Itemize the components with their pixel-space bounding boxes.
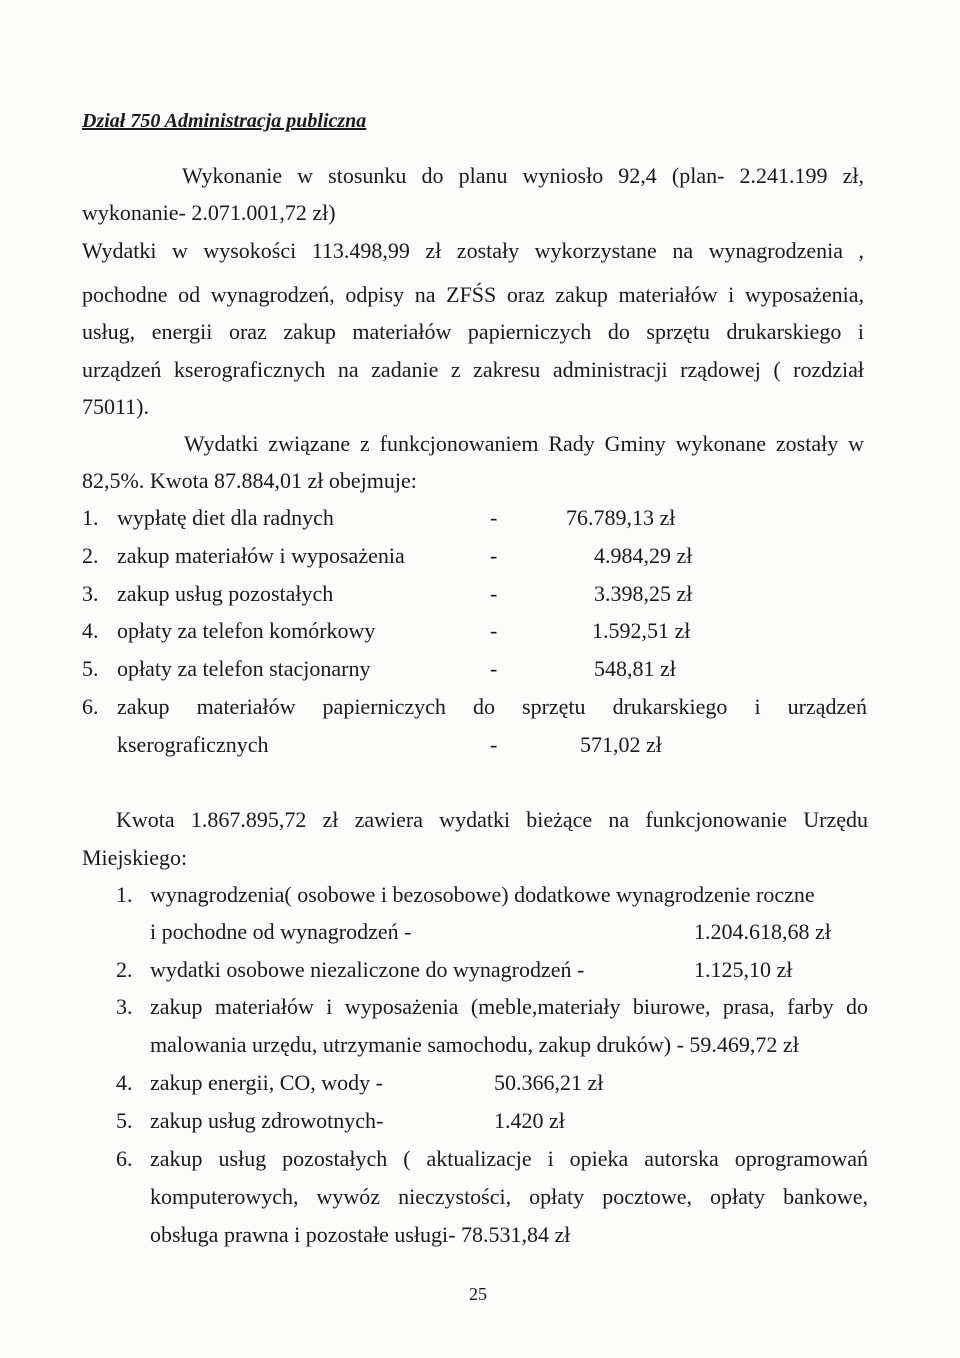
list-item-label: opłaty za telefon komórkowy	[117, 618, 376, 643]
office-paragraph-line2: Miejskiego:	[82, 845, 188, 870]
page-number: 25	[469, 1284, 487, 1304]
list-item-label: zakup usług pozostałych ( aktualizacje i opieka autorska oprogramowań	[150, 1146, 868, 1171]
list-item-dash: -	[490, 543, 498, 568]
expenses-paragraph-line2: pochodne od wynagrodzeń, odpisy na ZFŚS oraz zakup materiałów i wyposażenia,	[82, 282, 864, 307]
list-item-number: 3.	[82, 581, 99, 606]
list-item-amount: 1.204.618,68 zł	[694, 919, 831, 944]
office-paragraph-line1: Kwota 1.867.895,72 zł zawiera wydatki bieżące na funkcjonowanie Urzędu	[116, 807, 868, 832]
list-item-amount: 548,81 zł	[594, 656, 676, 681]
section-heading: Dział 750 Administracja publiczna	[82, 110, 367, 132]
list-item-number: 4.	[116, 1070, 133, 1095]
list-item-number: 1.	[82, 505, 99, 530]
list-item-number: 1.	[116, 882, 133, 907]
list-item-label: wypłatę diet dla radnych	[117, 505, 334, 530]
list-item-label: opłaty za telefon stacjonarny	[117, 656, 371, 681]
list-item-number: 6.	[116, 1146, 133, 1171]
expenses-paragraph-line1: Wydatki w wysokości 113.498,99 zł zostały wykorzystane na wynagrodzenia ,	[82, 238, 864, 263]
list-item-number: 3.	[116, 994, 133, 1019]
list-item-amount: 76.789,13 zł	[566, 505, 676, 530]
list-item-label: wynagrodzenia( osobowe i bezosobowe) dodatkowe wynagrodzenie roczne	[150, 882, 815, 907]
list-item-number: 6.	[82, 694, 99, 719]
list-item-number: 5.	[116, 1108, 133, 1133]
expenses-paragraph-line4: urządzeń kserograficznych na zadanie z zakresu administracji rządowej ( rozdział	[82, 357, 864, 382]
council-paragraph-line1: Wydatki związane z funkcjonowaniem Rady Gminy wykonane zostały w	[184, 431, 864, 456]
list-item-dash: -	[490, 618, 498, 643]
list-item-number: 2.	[82, 543, 99, 568]
list-item-amount: 1.420 zł	[494, 1108, 565, 1133]
list-item-number: 4.	[82, 618, 99, 643]
list-item-dash: -	[490, 732, 498, 757]
list-item-label: zakup usług zdrowotnych-	[150, 1108, 384, 1133]
list-item-dash: -	[490, 656, 498, 681]
list-item-label-continued: komputerowych, wywóz nieczystości, opłaty pocztowe, opłaty bankowe,	[150, 1184, 868, 1209]
list-item-amount: 4.984,29 zł	[594, 543, 693, 568]
execution-paragraph-line1: Wykonanie w stosunku do planu wyniosło 92,4 (plan- 2.241.199 zł,	[182, 163, 864, 188]
execution-paragraph-line2: wykonanie- 2.071.001,72 zł)	[82, 200, 336, 225]
list-item-label-continued: obsługa prawna i pozostałe usługi- 78.531,84 zł	[150, 1222, 571, 1247]
expenses-paragraph-line5: 75011).	[82, 394, 150, 419]
list-item-label: zakup materiałów i wyposażenia (meble,materiały biurowe, prasa, farby do	[150, 994, 868, 1019]
list-item-number: 2.	[116, 957, 133, 982]
list-item-amount: 571,02 zł	[580, 732, 662, 757]
list-item-label: zakup energii, CO, wody -	[150, 1070, 383, 1095]
list-item-label: zakup materiałów i wyposażenia	[117, 543, 405, 568]
list-item-amount: 50.366,21 zł	[494, 1070, 604, 1095]
expenses-paragraph-line3: usług, energii oraz zakup materiałów papierniczych do sprzętu drukarskiego i	[82, 319, 864, 344]
list-item-label: wydatki osobowe niezaliczone do wynagrodzeń -	[150, 957, 585, 982]
list-item-dash: -	[490, 505, 498, 530]
list-item-label: zakup materiałów papierniczych do sprzętu drukarskiego i urządzeń	[117, 694, 867, 719]
list-item-label-continued: malowania urzędu, utrzymanie samochodu, zakup druków) - 59.469,72 zł	[150, 1032, 799, 1057]
list-item-amount: 1.125,10 zł	[694, 957, 793, 982]
list-item-label-continued: i pochodne od wynagrodzeń -	[150, 919, 412, 944]
list-item-label-continued: kserograficznych	[117, 732, 269, 757]
list-item-label: zakup usług pozostałych	[117, 581, 334, 606]
list-item-dash: -	[490, 581, 498, 606]
list-item-number: 5.	[82, 656, 99, 681]
list-item-amount: 3.398,25 zł	[594, 581, 693, 606]
list-item-amount: 1.592,51 zł	[592, 618, 691, 643]
council-paragraph-line2: 82,5%. Kwota 87.884,01 zł obejmuje:	[82, 468, 417, 493]
